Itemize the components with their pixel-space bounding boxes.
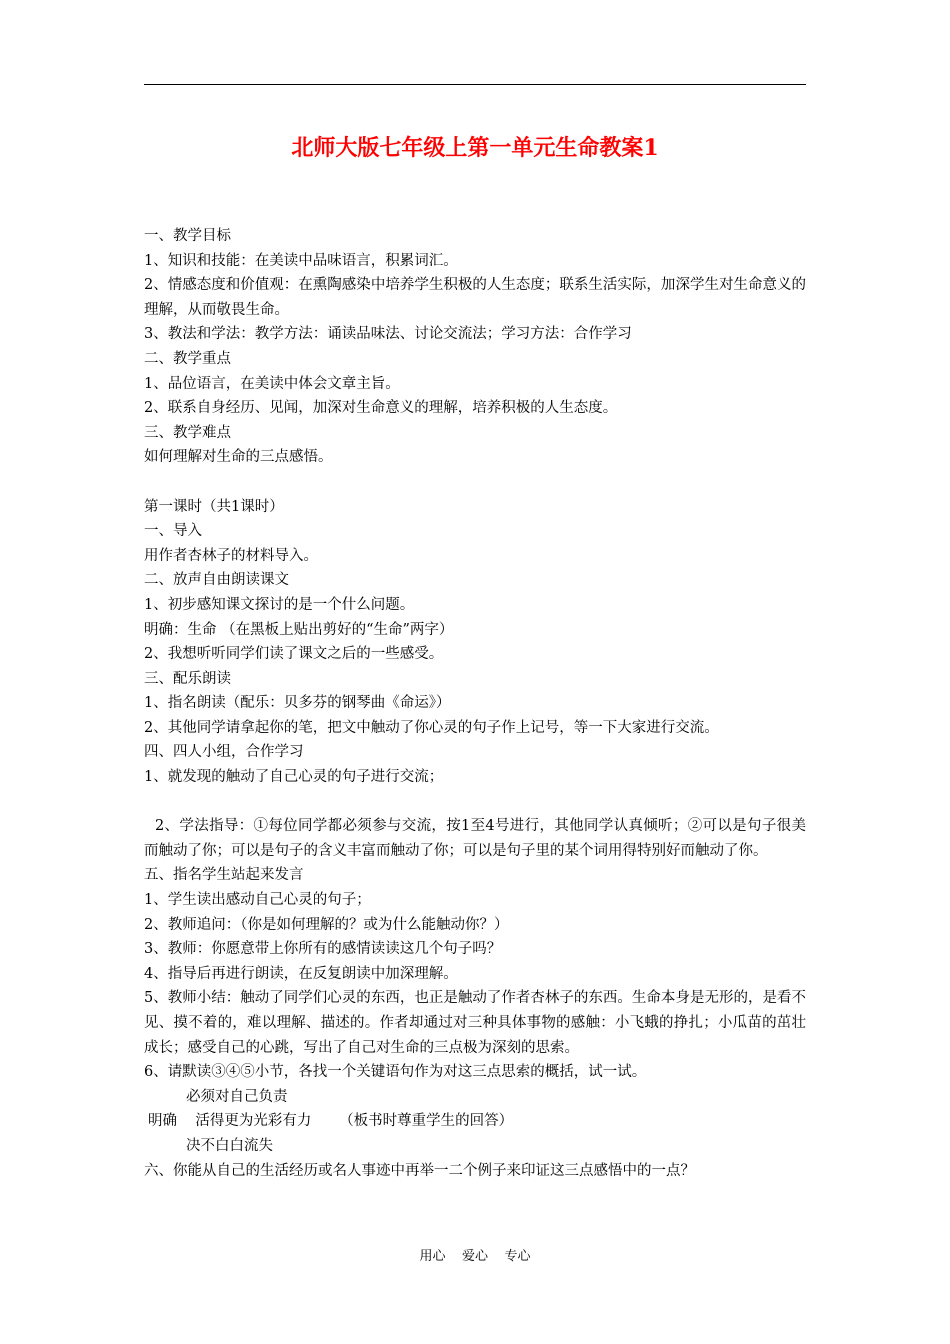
section-heading: 二、教学重点 [144, 350, 231, 367]
section-heading: 三、配乐朗读 [144, 670, 231, 687]
text-line: 3、教师：你愿意带上你所有的感情读读这几个句子吗？ [144, 941, 502, 958]
page-footer: 用心 爱心 专心 [419, 1249, 531, 1264]
answer-line: 决不白白流失 [186, 1137, 273, 1154]
answer-line: 明确 活得更为光彩有力 （板书时尊重学生的回答） [148, 1113, 514, 1130]
document-body [144, 224, 806, 1183]
lesson-heading: 第一课时（共1课时） [144, 498, 284, 515]
text-line: 2、联系自身经历、见闻，加深对生命意义的理解，培养积极的人生态度。 [144, 400, 618, 417]
text-line: 4、指导后再进行朗读，在反复朗读中加深理解。 [144, 965, 458, 982]
text-line: 如何理解对生命的三点感悟。 [144, 449, 333, 466]
text-paragraph [144, 814, 806, 863]
text-line: 用作者杏林子的材料导入。 [144, 547, 318, 564]
text-line: 1、学生读出感动自己心灵的句子； [144, 892, 371, 909]
text-line: 1、初步感知课文探讨的是一个什么问题。 [144, 596, 415, 613]
section-heading: 三、教学难点 [144, 424, 231, 441]
text-paragraph: 5、教师小结：触动了同学们心灵的东西，也正是触动了作者杏林子的东西。生命本身是无形的，是看不见、摸不着的，难以理解、描述的。作者却通过对三种具体事物的感触：小飞蛾的挣扎；小瓜苗的茁壮成长；感受自己的心跳，写出了自己对生命的三点极为深刻的思索。 [144, 990, 806, 1056]
text-paragraph: 2、情感态度和价值观：在熏陶感染中培养学生积极的人生态度；联系生活实际，加深学生对生命意义的理解，从而敬畏生命。 [144, 277, 806, 318]
section-heading: 四、四人小组，合作学习 [144, 744, 304, 761]
section-heading: 一、教学目标 [144, 228, 231, 244]
section-heading: 五、指名学生站起来发言 [144, 867, 304, 884]
text-line: 6、请默读③④⑤小节，各找一个关键语句作为对这三点思索的概括，试一试。 [144, 1064, 647, 1081]
text-line: 1、知识和技能：在美读中品味语言，积累词汇。 [144, 252, 458, 269]
section-heading: 二、放声自由朗读课文 [144, 572, 289, 589]
text-line: 2、其他同学请拿起你的笔，把文中触动了你心灵的句子作上记号，等一下大家进行交流。 [144, 719, 719, 736]
section-heading: 一、导入 [144, 523, 202, 540]
blank-line [144, 790, 806, 815]
text-line: 1、品位语言，在美读中体会文章主旨。 [144, 375, 400, 392]
indented-text: 2、学法指导：①每位同学都必须参与交流，按1至4号进行，其他同学认真倾听；②可以是句子很美而触动了你；可以是句子的含义丰富而触动了你；可以是句子里的某个词用得特别好而触动了你。 [144, 818, 806, 859]
text-line: 1、就发现的触动了自己心灵的句子进行交流； [144, 769, 444, 786]
text-line: 2、教师追问：（你是如何理解的？或为什么能触动你？） [144, 916, 509, 933]
blank-line [144, 470, 806, 495]
answer-line: 必须对自己负责 [186, 1088, 288, 1105]
section-heading: 六、你能从自己的生活经历或名人事迹中再举一二个例子来印证这三点感悟中的一点？ [144, 1162, 695, 1179]
page-title: 北师大版七年级上第一单元生命教案1 [291, 135, 659, 161]
text-line: 3、教法和学法：教学方法：诵读品味法、讨论交流法；学习方法：合作学习 [144, 326, 632, 343]
text-line: 2、我想听听同学们读了课文之后的一些感受。 [144, 646, 444, 663]
text-line: 明确：生命 （在黑板上贴出剪好的“生命”两字） [144, 621, 454, 638]
header-rule [144, 84, 806, 85]
text-line: 1、指名朗读（配乐：贝多芬的钢琴曲《命运》） [144, 695, 451, 712]
